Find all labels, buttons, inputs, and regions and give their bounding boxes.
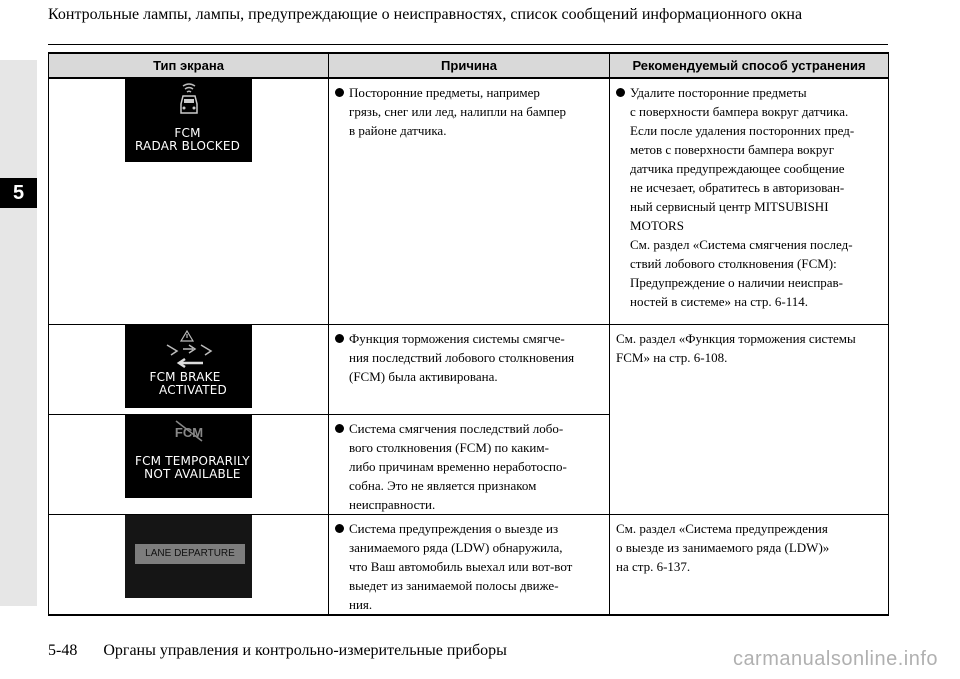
screen-message: FCM TEMPORARILY NOT AVAILABLE	[135, 453, 250, 481]
remedy-cell	[610, 324, 889, 514]
page-header-title: Контрольные лампы, лампы, предупреждающие о неисправностях, список сообщений информационного окна	[48, 6, 803, 23]
remedy-cell	[610, 514, 889, 615]
remedy-cell	[610, 78, 889, 324]
watermark: carmanualsonline.info	[732, 648, 938, 670]
chapter-side-tab	[0, 60, 37, 606]
cause-text: Функция торможения системы смягче- ния последствий лобового столкновения (FCM) была активирована.	[349, 330, 575, 384]
cause-text: Система смягчения последствий лобо- вого столкновения (FCM) по каким- либо причинам временно неработоспо- собна. Это не является признаком неисправности.	[349, 420, 567, 512]
fcm-off-icon: FCM	[173, 423, 205, 443]
screen-cell	[49, 514, 329, 615]
table-row	[49, 324, 889, 414]
header-divider	[48, 44, 888, 45]
display-screen-lane-departure	[125, 515, 252, 598]
bullet-icon	[335, 334, 344, 343]
screen-cell	[49, 414, 329, 514]
table-header-row	[49, 53, 889, 78]
remedy-text: Удалите посторонние предметы с поверхности бампера вокруг датчика. Если после удаления посторонних пред- метов с поверхности бампера вокруг датчика предупреждающее сообщение не исчезает, обратитесь в авторизован- ный сервисный центр MITSUBISHI MOTORS См. раздел «Система смягчения послед- ствий лобового столкновения (FCM): Предупреждение о наличии неисправ- ностей в системе» на стр. 6-114.	[630, 85, 855, 309]
chapter-number: 5	[0, 178, 37, 208]
display-screen-fcm-brake	[125, 325, 252, 408]
cause-cell	[329, 414, 610, 514]
display-screen-fcm-unavailable	[125, 415, 252, 498]
screen-message: FCM RADAR BLOCKED	[135, 126, 241, 153]
remedy-text: См. раздел «Система предупреждения о выезде из занимаемого ряда (LDW)» на стр. 6-137.	[616, 520, 830, 574]
collision-warning-icon	[155, 329, 225, 369]
screen-message: FCM BRAKE ACTIVATED	[149, 369, 227, 397]
screen-cell	[49, 78, 329, 324]
column-header-remedy: Рекомендуемый способ устранения	[610, 53, 889, 78]
bullet-icon	[335, 424, 344, 433]
cause-text: Система предупреждения о выезде из занимаемого ряда (LDW) обнаружила, что Ваш автомобиль выехал или вот-вот выедет из занимаемой полосы движе- ния.	[349, 520, 573, 612]
column-header-cause: Причина	[329, 53, 610, 78]
cause-cell	[329, 324, 610, 414]
table-row	[49, 514, 889, 615]
cause-cell	[329, 78, 610, 324]
screen-cell	[49, 324, 329, 414]
display-screen-radar-blocked	[125, 79, 252, 162]
car-sensor-icon	[177, 82, 201, 118]
bullet-icon	[335, 524, 344, 533]
cause-cell	[329, 514, 610, 615]
cause-text: Посторонние предметы, например грязь, снег или лед, налипли на бампер в районе датчика.	[349, 85, 567, 138]
page-footer	[48, 642, 507, 660]
column-header-screen-type: Тип экрана	[49, 53, 329, 78]
page-number: 5-48	[48, 642, 78, 659]
bullet-icon	[335, 88, 344, 97]
screen-message: LANE DEPARTURE	[135, 544, 245, 564]
remedy-text: См. раздел «Функция торможения системы FCM» на стр. 6-108.	[616, 330, 856, 365]
section-title: Органы управления и контрольно-измерительные приборы	[103, 642, 507, 659]
bullet-icon	[616, 88, 625, 97]
message-table	[48, 52, 889, 616]
table-row	[49, 78, 889, 324]
